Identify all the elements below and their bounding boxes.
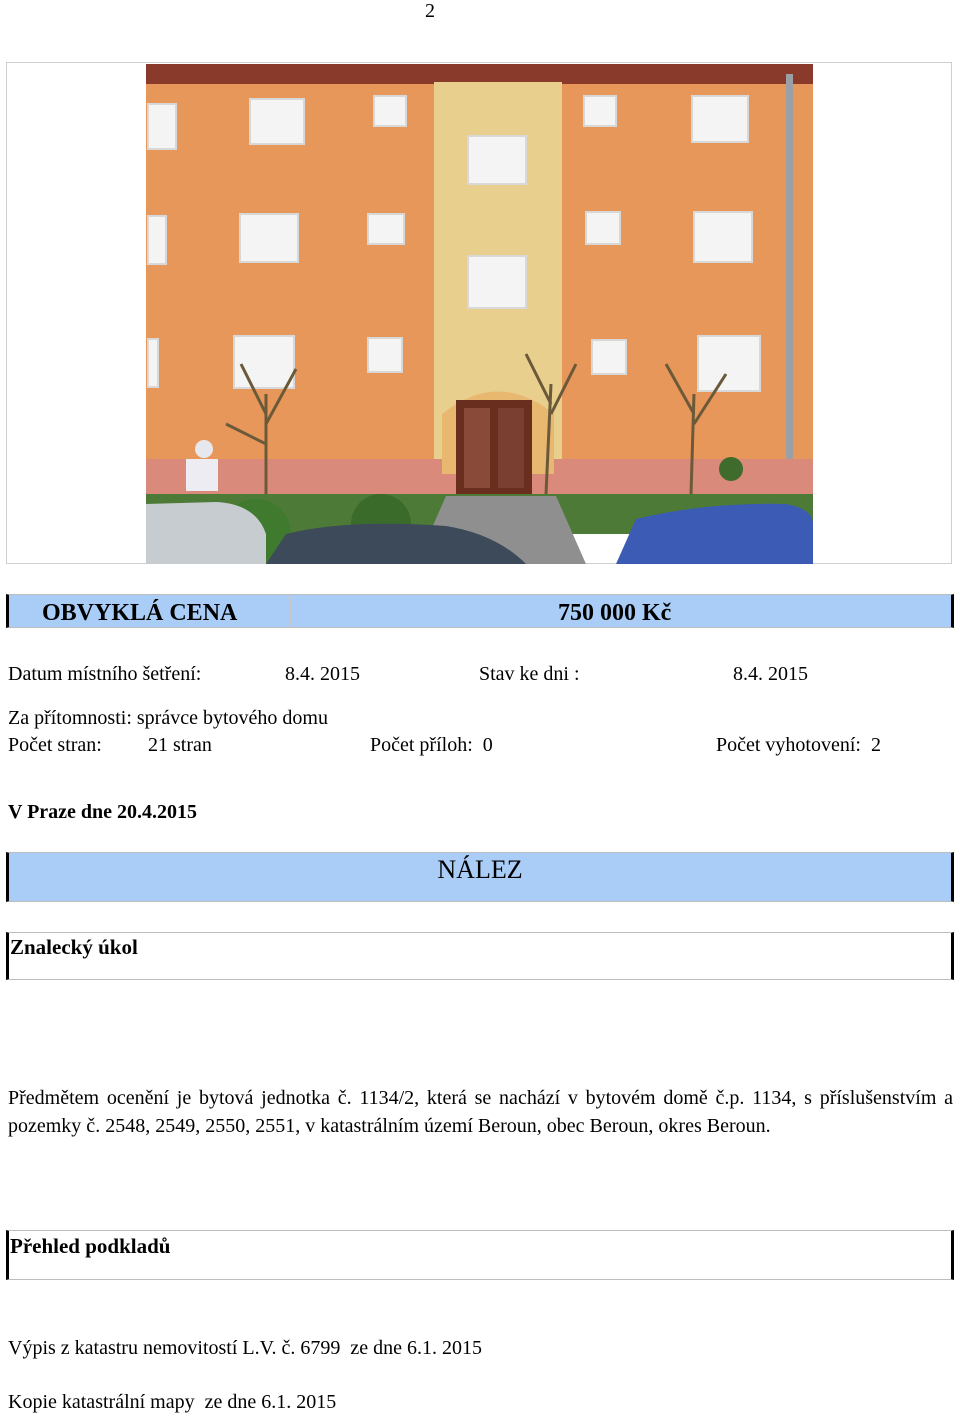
- price-divider: [290, 596, 291, 627]
- pages-value: 21 stran: [148, 734, 212, 756]
- page-number: 2: [425, 0, 435, 22]
- place-date: V Praze dne 20.4.2015: [8, 801, 198, 823]
- pages-label: Počet stran:: [8, 734, 102, 756]
- price-label: OBVYKLÁ CENA: [42, 600, 238, 626]
- price-value: 750 000 Kč: [558, 600, 672, 626]
- subject-paragraph: Předmětem ocenění je bytová jednotka č. 1134/2, která se nachází v bytovém domě č.p. 1134, s příslušenstvím a pozemky č. 2548, 2549, 2550, 2551, v katastrálním území Beroun, obec Beroun, okres Beroun.: [8, 1087, 953, 1137]
- source-item: Kopie katastrální mapy ze dne 6.1. 2015: [8, 1391, 337, 1413]
- section-ukol-title: Znalecký úkol: [10, 935, 138, 959]
- task-section-box: [6, 932, 954, 980]
- source-item: Výpis z katastru nemovitostí L.V. č. 6799 ze dne 6.1. 2015: [8, 1337, 483, 1359]
- presence-text: Za přítomnosti: správce bytového domu: [8, 707, 328, 729]
- building-photo: [146, 64, 813, 564]
- survey-date-label: Datum místního šetření:: [8, 663, 202, 685]
- survey-date-value: 8.4. 2015: [285, 663, 360, 685]
- attachments-count: Počet příloh: 0: [370, 734, 493, 756]
- section-podklady-title: Přehled podkladů: [10, 1234, 171, 1258]
- state-date-label: Stav ke dni :: [479, 663, 580, 685]
- section-nalez-title: NÁLEZ: [437, 855, 523, 884]
- state-date-value: 8.4. 2015: [733, 663, 808, 685]
- copies-count: Počet vyhotovení: 2: [716, 734, 881, 756]
